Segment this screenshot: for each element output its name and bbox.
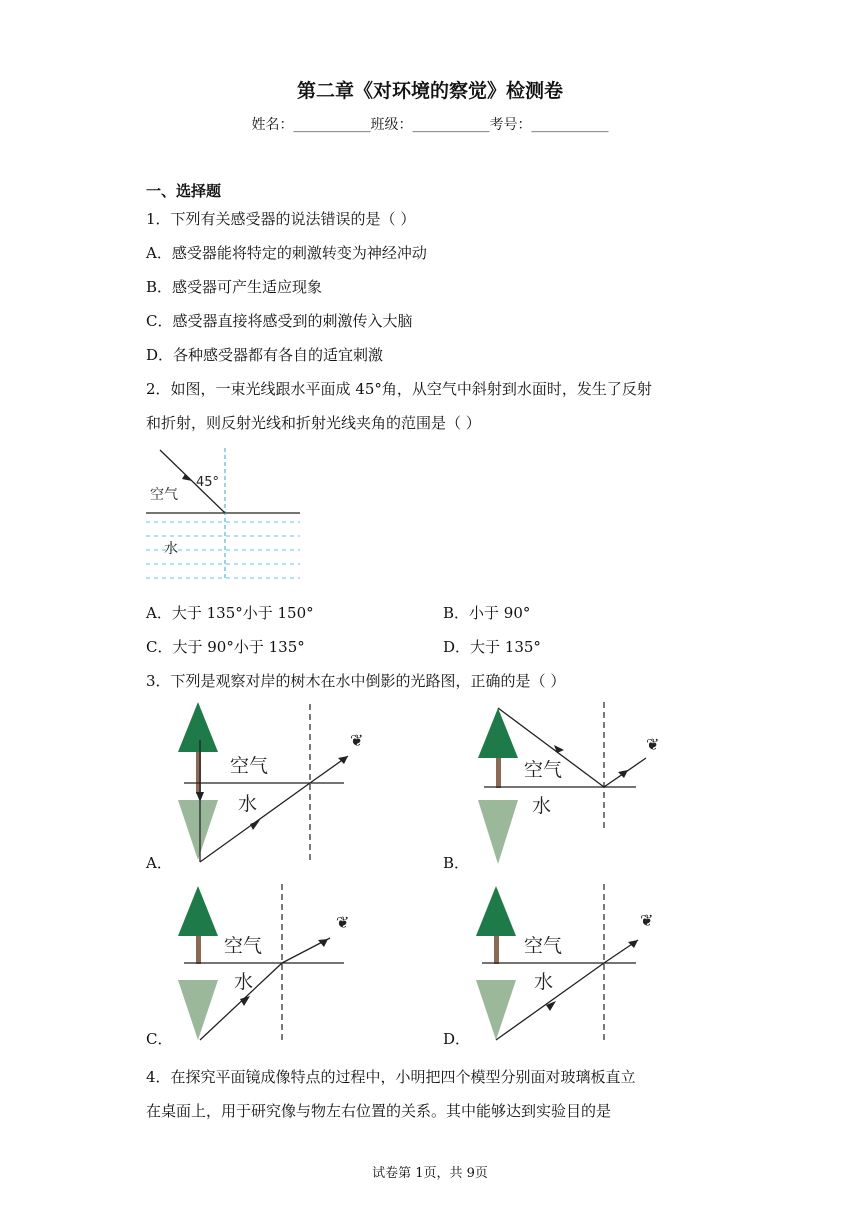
q3-diagram-a	[168, 700, 378, 870]
q3-stem: 3．下列是观察对岸的树木在水中倒影的光路图，正确的是（ ）	[146, 672, 566, 690]
q2-option-b: B．小于 90°	[443, 604, 531, 622]
tree-reflection	[476, 980, 516, 1040]
q1-option-d: D．各种感受器都有各自的适宜刺激	[146, 346, 384, 364]
q3-label-b: B．	[443, 854, 470, 872]
q1-option-a: A．感受器能将特定的刺激转变为神经冲动	[146, 244, 427, 262]
tree-reflection	[478, 800, 518, 864]
q2-option-c: C．大于 90°小于 135°	[146, 638, 305, 656]
tree	[478, 708, 518, 758]
air-label: 空气	[150, 487, 178, 503]
q3-diagram-c	[168, 880, 378, 1050]
svg-text:水: 水	[234, 971, 254, 993]
q3-diagram-d	[466, 880, 676, 1050]
tree-reflection	[178, 800, 218, 860]
q3-diagram-b	[466, 700, 676, 870]
angle-label: 45°	[196, 475, 220, 490]
tree-reflection	[178, 980, 218, 1040]
incident-arrow	[182, 474, 192, 481]
eye-icon: ❦	[336, 913, 350, 932]
svg-text:水: 水	[238, 793, 258, 815]
page-title: 第二章《对环境的察觉》检测卷	[296, 80, 563, 102]
eye-icon: ❦	[350, 731, 364, 750]
q3-label-a: A．	[146, 854, 172, 872]
svg-text:水: 水	[534, 971, 554, 993]
tree	[178, 702, 218, 752]
q2-stem-line2: 和折射，则反射光线和折射光线夹角的范围是（ ）	[146, 414, 481, 432]
tree	[476, 886, 516, 936]
svg-text:空气: 空气	[524, 935, 563, 957]
svg-text:空气: 空气	[224, 935, 263, 957]
q1-option-c: C．感受器直接将感受到的刺激传入大脑	[146, 312, 413, 330]
eye-icon: ❦	[640, 911, 654, 930]
student-info-line: 姓名：___________班级：___________考号：___________	[251, 117, 609, 133]
q2-option-a: A．大于 135°小于 150°	[146, 604, 314, 622]
q2-figure	[140, 444, 310, 584]
page-footer: 试卷第 1页，共 9页	[372, 1166, 488, 1181]
svg-text:水: 水	[532, 795, 552, 817]
section-heading: 一、选择题	[146, 182, 222, 200]
q2-option-d: D．大于 135°	[443, 638, 541, 656]
q3-label-d: D．	[443, 1030, 471, 1048]
q4-stem-line2: 在桌面上，用于研究像与物左右位置的关系。其中能够达到实验目的是	[146, 1102, 612, 1120]
q1-option-b: B．感受器可产生适应现象	[146, 278, 323, 296]
q4-stem-line1: 4．在探究平面镜成像特点的过程中，小明把四个模型分别面对玻璃板直立	[146, 1068, 636, 1086]
tree	[178, 886, 218, 936]
water-label: 水	[164, 541, 178, 557]
svg-text:空气: 空气	[524, 759, 563, 781]
eye-icon: ❦	[646, 735, 660, 754]
q1-stem: 1．下列有关感受器的说法错误的是（ ）	[146, 210, 416, 228]
q3-label-c: C．	[146, 1030, 173, 1048]
q2-stem-line1: 2．如图，一束光线跟水平面成 45°角，从空气中斜射到水面时，发生了反射	[146, 380, 652, 398]
svg-text:空气: 空气	[230, 755, 269, 777]
